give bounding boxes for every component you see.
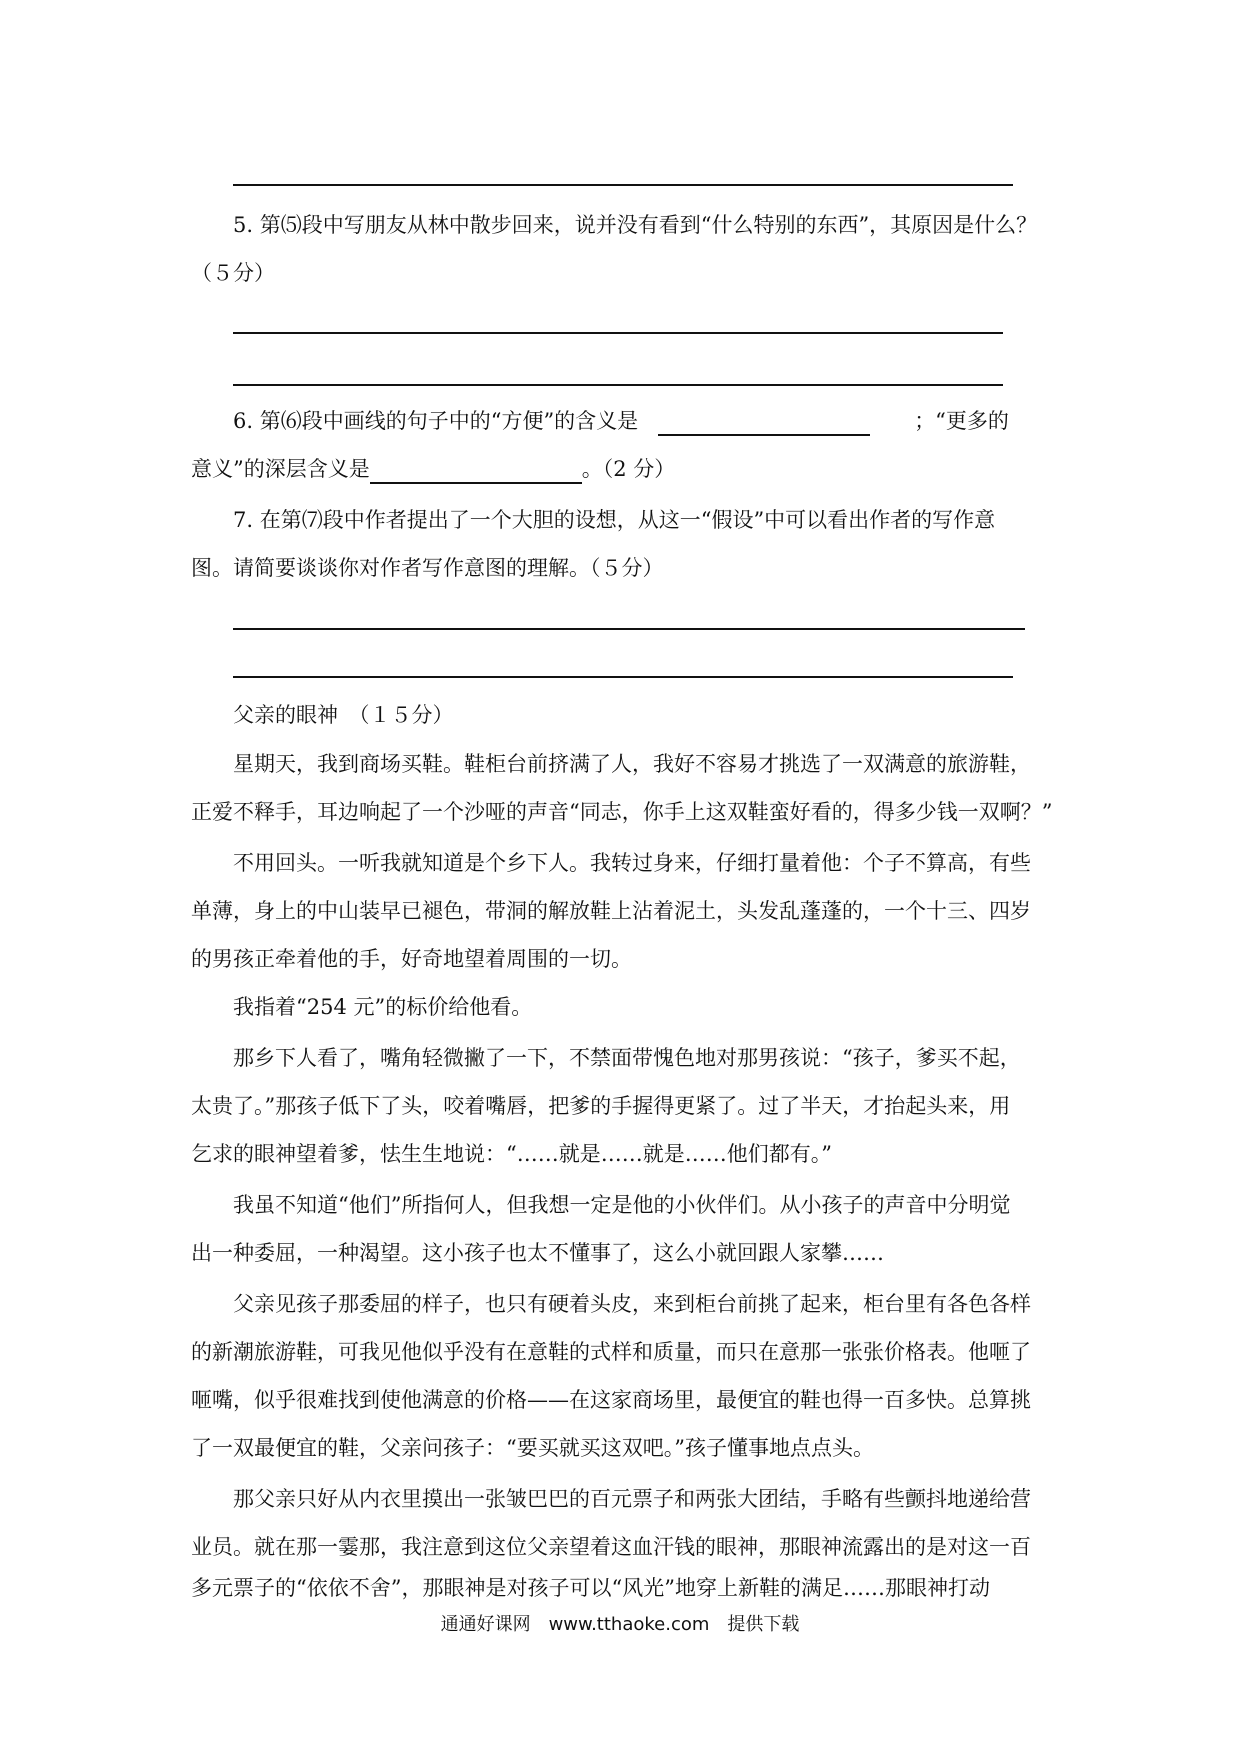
question-6-prompt-2: 意义”的深层含义是 xyxy=(191,457,370,481)
article-line: 的男孩正牵着他的手，好奇地望着周围的一切。 xyxy=(191,947,632,971)
question-6-line-2 xyxy=(191,454,675,484)
article-line: 的新潮旅游鞋，可我见他似乎没有在意鞋的式样和质量，而只在意那一张张价格表。他咂了 xyxy=(191,1340,1031,1364)
article-line: 多元票子的“依依不舍”，那眼神是对孩子可以“风光”地穿上新鞋的满足……那眼神打动 xyxy=(191,1576,990,1600)
question-6-prompt: 6. 第⑹段中画线的句子中的“方便”的含义是 xyxy=(233,409,639,433)
article-line: 单薄，身上的中山装早已褪色，带洞的解放鞋上沾着泥土，头发乱蓬蓬的，一个十三、四岁 xyxy=(191,899,1031,923)
article-line: 咂嘴，似乎很难找到使他满意的价格——在这家商场里，最便宜的鞋也得一百多快。总算挑 xyxy=(191,1388,1031,1412)
question-7-text-2: 图。请简要谈谈你对作者写作意图的理解。（５分） xyxy=(191,556,664,580)
fill-in-blank xyxy=(658,410,870,436)
answer-line xyxy=(233,184,1013,186)
article-line: 业员。就在那一霎那，我注意到这位父亲望着这血汗钱的眼神，那眼神流露出的是对这一百 xyxy=(191,1535,1031,1559)
fill-in-blank xyxy=(370,458,582,484)
answer-line xyxy=(233,676,1013,678)
article-line: 那乡下人看了，嘴角轻微撇了一下，不禁面带愧色地对那男孩说：“孩子，爹买不起， xyxy=(233,1046,1021,1070)
question-6-continuation: ；“更多的 xyxy=(914,409,1009,433)
article-line: 乞求的眼神望着爹，怯生生地说：“……就是……就是……他们都有。” xyxy=(191,1142,832,1166)
article-line: 我指着“254 元”的标价给他看。 xyxy=(233,995,533,1019)
article-line: 出一种委屈，一种渴望。这小孩子也太不懂事了，这么小就回跟人家攀…… xyxy=(191,1241,884,1265)
answer-line xyxy=(233,332,1003,334)
question-6-line-1 xyxy=(233,406,1009,436)
article-title: 父亲的眼神 （１５分） xyxy=(233,703,454,727)
answer-line xyxy=(233,384,1003,386)
answer-line xyxy=(233,628,1025,630)
article-line: 我虽不知道“他们”所指何人，但我想一定是他的小伙伴们。从小孩子的声音中分明觉 xyxy=(233,1193,1011,1217)
article-line: 星期天，我到商场买鞋。鞋柜台前挤满了人，我好不容易才挑选了一双满意的旅游鞋， xyxy=(233,752,1031,776)
article-line: 正爱不释手，耳边响起了一个沙哑的声音“同志，你手上这双鞋蛮好看的，得多少钱一双啊？” xyxy=(191,800,1053,824)
question-5-score: （５分） xyxy=(191,261,275,285)
article-line: 那父亲只好从内衣里摸出一张皱巴巴的百元票子和两张大团结，手略有些颤抖地递给营 xyxy=(233,1487,1031,1511)
question-7-text: 7. 在第⑺段中作者提出了一个大胆的设想，从这一“假设”中可以看出作者的写作意 xyxy=(233,508,996,532)
question-6-score: 。（2 分） xyxy=(581,457,676,481)
article-line: 了一双最便宜的鞋，父亲问孩子：“要买就买这双吧。”孩子懂事地点点头。 xyxy=(191,1436,874,1460)
article-line: 太贵了。”那孩子低下了头，咬着嘴唇，把爹的手握得更紧了。过了半天，才抬起头来，用 xyxy=(191,1094,1011,1118)
article-line: 父亲见孩子那委屈的样子，也只有硬着头皮，来到柜台前挑了起来，柜台里有各色各样 xyxy=(233,1292,1031,1316)
question-5-text: 5. 第⑸段中写朋友从林中散步回来，说并没有看到“什么特别的东西”，其原因是什么？ xyxy=(233,213,1038,237)
article-line: 不用回头。一听我就知道是个乡下人。我转过身来，仔细打量着他：个子不算高，有些 xyxy=(233,851,1031,875)
page-footer: 通通好课网 www.tthaoke.com 提供下载 xyxy=(440,1614,800,1635)
